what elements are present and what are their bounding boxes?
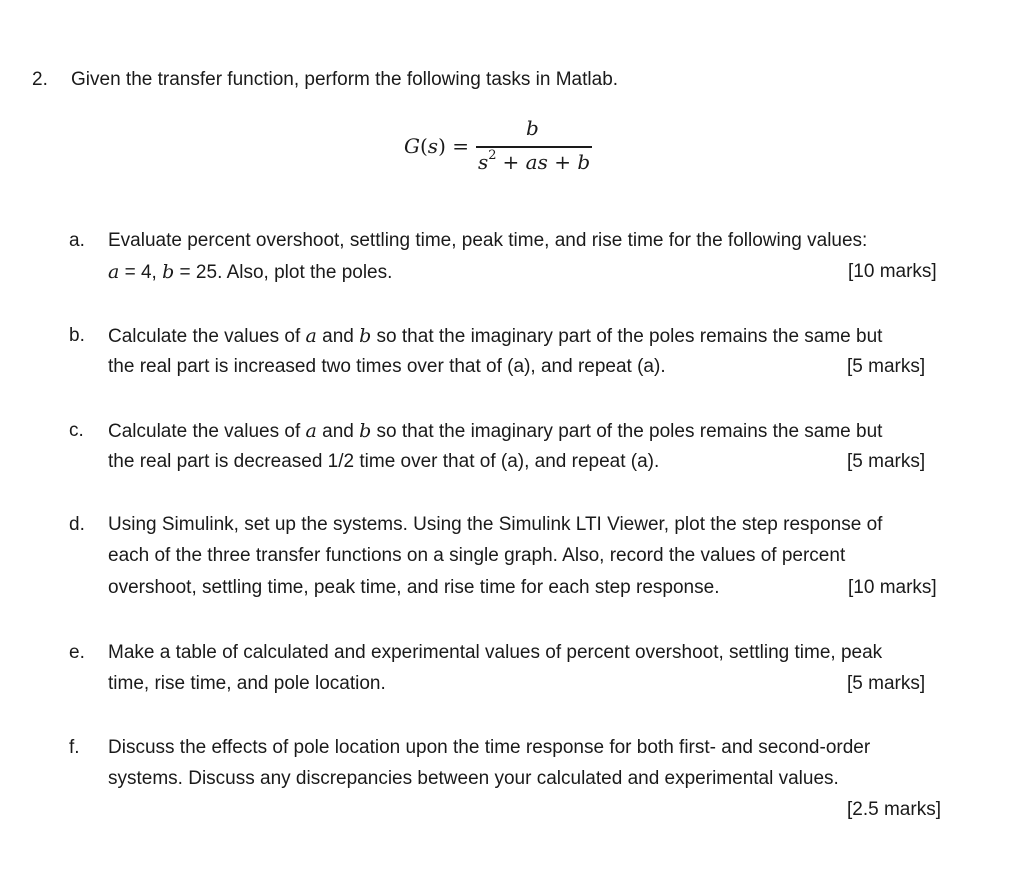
part-f-marks: [2.5 marks] xyxy=(847,799,941,820)
question-number: 2. xyxy=(32,69,48,90)
part-b-line1: Calculate the values of a and b so that the imaginary part of the poles remains the same but xyxy=(108,325,883,347)
part-b-label: b. xyxy=(69,325,85,346)
part-d-line3: overshoot, settling time, peak time, and rise time for each step response. xyxy=(108,577,720,598)
part-d-label: d. xyxy=(69,514,85,535)
question-intro: Given the transfer function, perform the following tasks in Matlab. xyxy=(71,69,619,90)
part-e-line2: time, rise time, and pole location. xyxy=(108,673,386,694)
part-f-label: f. xyxy=(69,737,80,758)
part-c-marks: [5 marks] xyxy=(847,451,926,472)
part-d-line2: each of the three transfer functions on a single graph. Also, record the values of percent xyxy=(108,545,846,566)
part-a-label: a. xyxy=(69,230,85,251)
part-a-line2: a = 4, b = 25. Also, plot the poles. xyxy=(108,261,393,283)
part-c-label: c. xyxy=(69,420,84,441)
part-d-line1: Using Simulink, set up the systems. Using the Simulink LTI Viewer, plot the step response of xyxy=(108,514,883,535)
part-e-line1: Make a table of calculated and experimental values of percent overshoot, settling time, peak xyxy=(108,642,883,663)
part-b-line2: the real part is increased two times over that of (a), and repeat (a). xyxy=(108,356,666,377)
part-f-line1: Discuss the effects of pole location upon the time response for both first- and second-order xyxy=(108,737,871,758)
part-b-marks: [5 marks] xyxy=(847,356,926,377)
part-c-line2: the real part is decreased 1/2 time over that of (a), and repeat (a). xyxy=(108,451,660,472)
part-e-label: e. xyxy=(69,642,85,663)
equation-lhs: G(s) = xyxy=(404,134,469,158)
equation-numerator: b xyxy=(526,116,539,140)
part-f-line2: systems. Discuss any discrepancies between your calculated and experimental values. xyxy=(108,768,839,789)
part-e-marks: [5 marks] xyxy=(847,673,926,694)
equation-denominator: $s^2$ + as + b xyxy=(478,148,591,174)
part-a-line1: Evaluate percent overshoot, settling time, peak time, and rise time for the following values: xyxy=(108,230,868,251)
part-a-marks: [10 marks] xyxy=(848,261,937,282)
part-d-marks: [10 marks] xyxy=(848,577,937,598)
part-c-line1: Calculate the values of a and b so that the imaginary part of the poles remains the same but xyxy=(108,420,883,442)
